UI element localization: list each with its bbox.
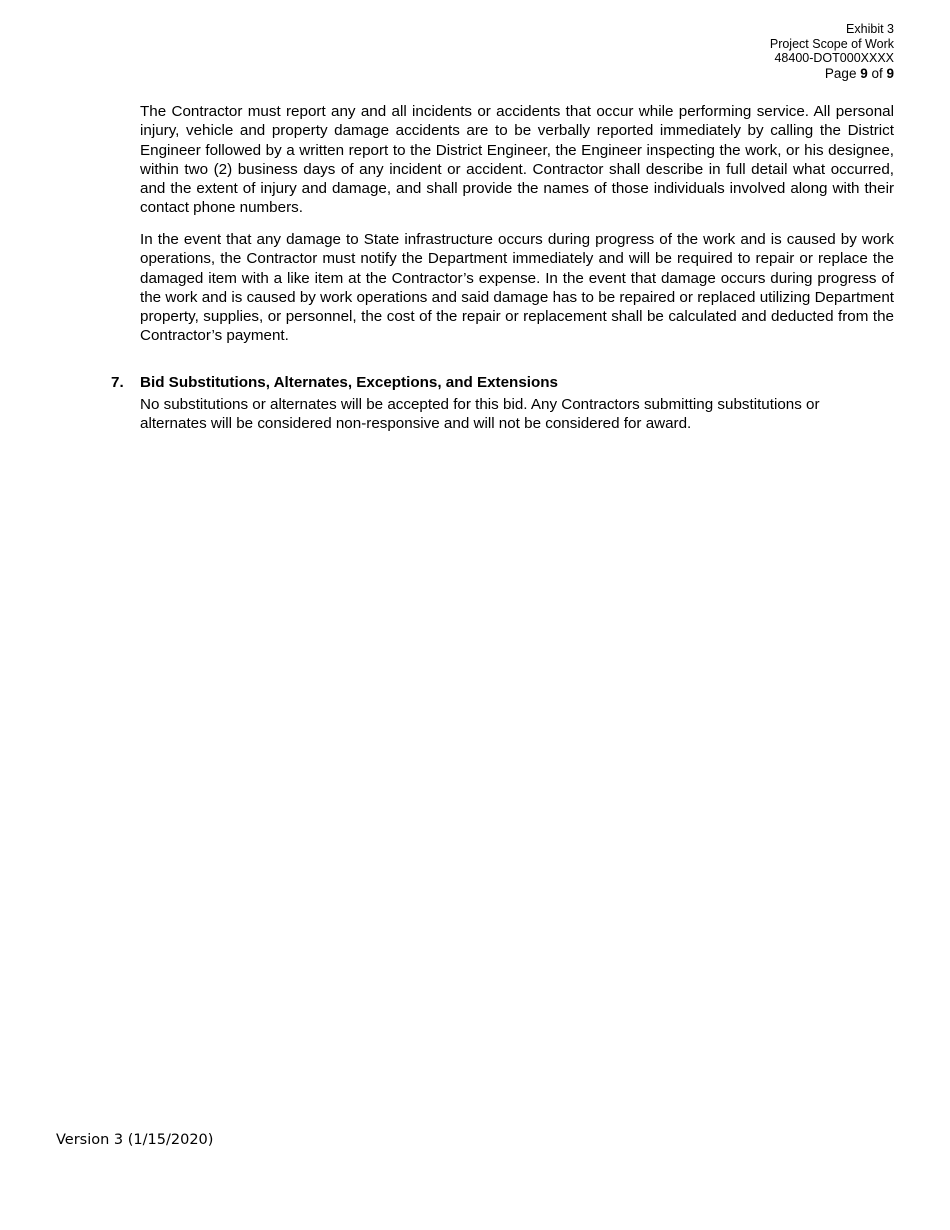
contract-number: 48400-DOT000XXXX: [774, 51, 894, 65]
section-body: No substitutions or alternates will be accepted for this bid. Any Contractors submitting substitutions or alternates will be considered non-responsive and will not be considered for award.: [140, 396, 820, 433]
version-footer: Version 3 (1/15/2020): [56, 1132, 214, 1148]
section-heading: [111, 373, 558, 392]
page-header: [770, 22, 894, 82]
page-number: [770, 66, 894, 82]
damage-paragraph: In the event that any damage to State infrastructure occurs during progress of the work and is caused by work operations, the Contractor must notify the Department immediately and will be required to repair or replace the damaged item with a like item at the Contractor’s expense. In the event that damage occurs during progress of the work and is caused by work operations and said damage has to be repaired or replaced utilizing Department property, supplies, or personnel, the cost of the repair or replacement shall be calculated and deducted from the Contractor’s payment.: [140, 231, 894, 345]
section-number: 7.: [111, 374, 124, 391]
page-prefix: Page: [824, 65, 861, 81]
section-title: Bid Substitutions, Alternates, Exceptions, and Extensions: [140, 374, 559, 391]
page-total: 9: [886, 65, 894, 81]
scope-label: Project Scope of Work: [769, 36, 894, 51]
page-current: 9: [860, 65, 868, 81]
exhibit-label: Exhibit 3: [846, 22, 894, 36]
incident-reporting-paragraph: The Contractor must report any and all incidents or accidents that occur while performing service. All personal injury, vehicle and property damage accidents are to be verbally reported immediately by calling the District Engineer followed by a written report to the District Engineer, the Engineer inspecting the work, or his designee, within two (2) business days of any incident or accident. Contractor shall describe in full detail what occurred, and the extent of injury and damage, and shall provide the names of those individuals involved along with their contact phone numbers.: [140, 103, 894, 217]
page-separator: of: [867, 65, 887, 81]
